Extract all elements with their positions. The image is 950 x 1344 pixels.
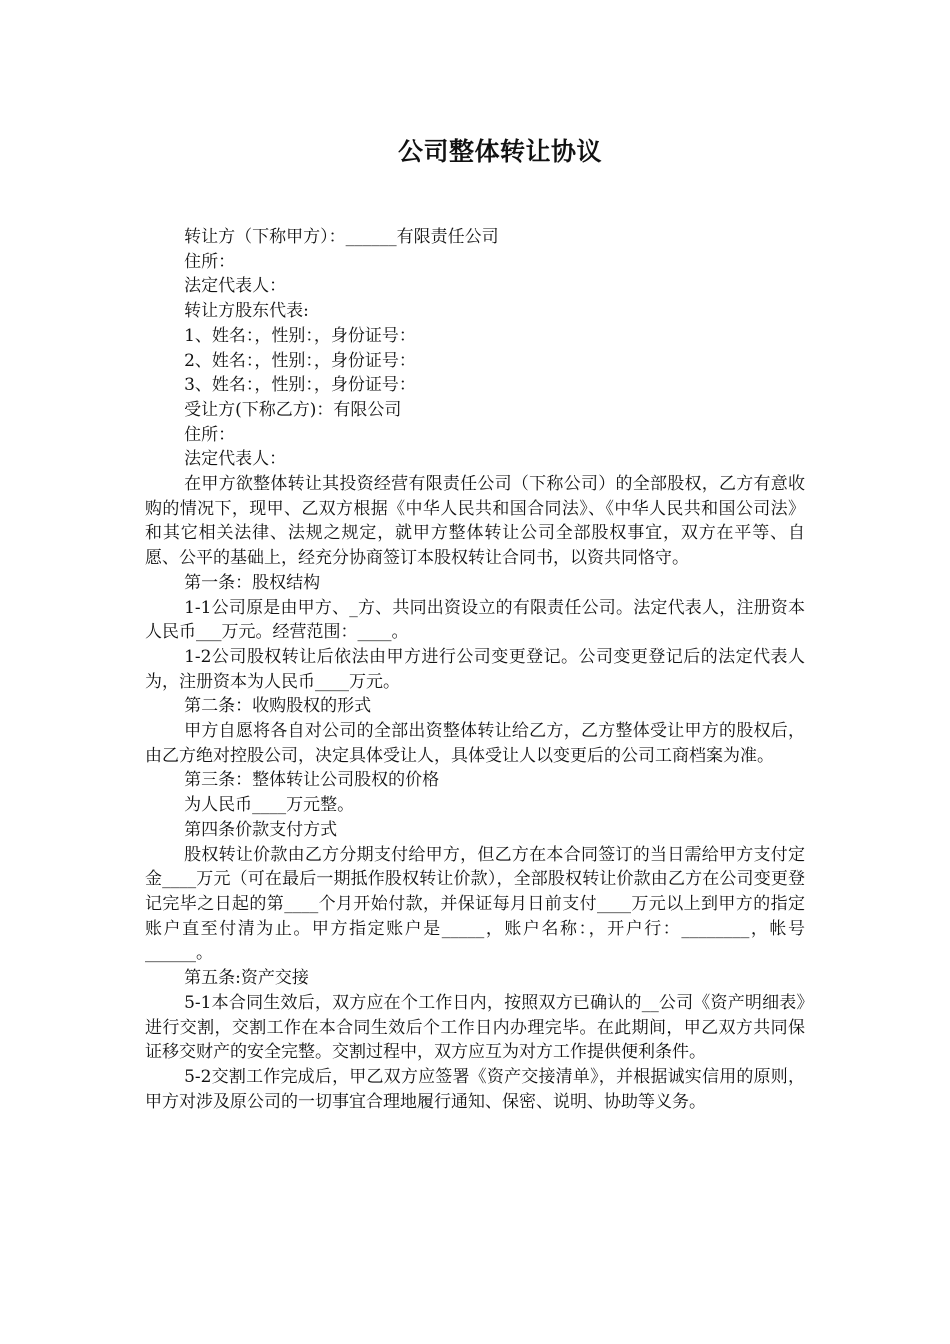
clause-1-1: 1-1公司原是由甲方、_方、共同出资设立的有限责任公司。法定代表人，注册资本人民币___万元。经营范围：____。 [145,597,805,643]
article-3-heading: 第三条：整体转让公司股权的价格 [184,770,440,791]
transferee-line: 受让方(下称乙方)：有限公司 [184,399,402,420]
transferor-shareholder-rep: 转让方股东代表: [184,301,309,322]
transferor-legal-rep: 法定代表人： [184,276,287,297]
article-2-body: 甲方自愿将各自对公司的全部出资整体转让给乙方，乙方整体受让甲方的股权后，由乙方绝对控股公司，决定具体受让人，具体受让人以变更后的公司工商档案为准。 [145,721,805,766]
shareholder-2: 2、姓名：，性别：，身份证号： [184,350,416,371]
article-4-heading: 第四条价款支付方式 [184,819,338,840]
article-2-heading: 第二条：收购股权的形式 [184,696,372,717]
clause-5-1: 5-1本合同生效后，双方应在个工作日内，按照双方已确认的__公司《资产明细表》进行交割，交割工作在本合同生效后个工作日内办理完毕。在此期间，甲乙双方共同保证移交财产的安全完整。交割过程中，双方应互为对方工作提供便利条件。 [145,992,805,1063]
article-1-heading: 第一条：股权结构 [184,572,321,593]
article-3-body: 为人民币____万元整。 [184,795,355,816]
preamble-paragraph: 在甲方欲整体转让其投资经营有限责任公司（下称公司）的全部股权，乙方有意收购的情况下，现甲、乙双方根据《中华人民共和国合同法》、《中华人民共和国公司法》和其它相关法律、法规之规定，就甲方整体转让公司全部股权事宜，双方在平等、自愿、公平的基础上，经充分协商签订本股权转让合同书，以资共同恪守。 [145,474,805,569]
clause-1-2: 1-2公司股权转让后依法由甲方进行公司变更登记。公司变更登记后的法定代表人为，注册资本为人民币____万元。 [145,646,805,692]
transferor-line: 转让方（下称甲方）：______有限责任公司 [184,227,499,247]
article-5-heading: 第五条:资产交接 [184,968,309,989]
transferee-legal-rep: 法定代表人： [184,449,287,470]
document-title: 公司整体转让协议 [397,137,602,166]
shareholder-1: 1、姓名：，性别：，身份证号： [184,325,416,346]
shareholder-3: 3、姓名：，性别：，身份证号： [184,375,416,396]
article-4-body: 股权转让价款由乙方分期支付给甲方，但乙方在本合同签订的当日需给甲方支付定金____万元（可在最后一期抵作股权转让价款），全部股权转让价款由乙方在公司变更登记完毕之日起的第____个月开始付款，并保证每月日前支付____万元以上到甲方的指定账户直至付清为止。甲方指定账户是_____，账户名称：，开户行：________，帐号______。 [145,844,805,964]
transferee-address: 住所： [184,424,236,445]
transferor-address: 住所： [184,251,236,272]
clause-5-2: 5-2交割工作完成后，甲乙双方应签署《资产交接清单》，并根据诚实信用的原则，甲方对涉及原公司的一切事宜合理地履行通知、保密、说明、协助等义务。 [145,1066,805,1112]
document-body [145,225,805,1114]
